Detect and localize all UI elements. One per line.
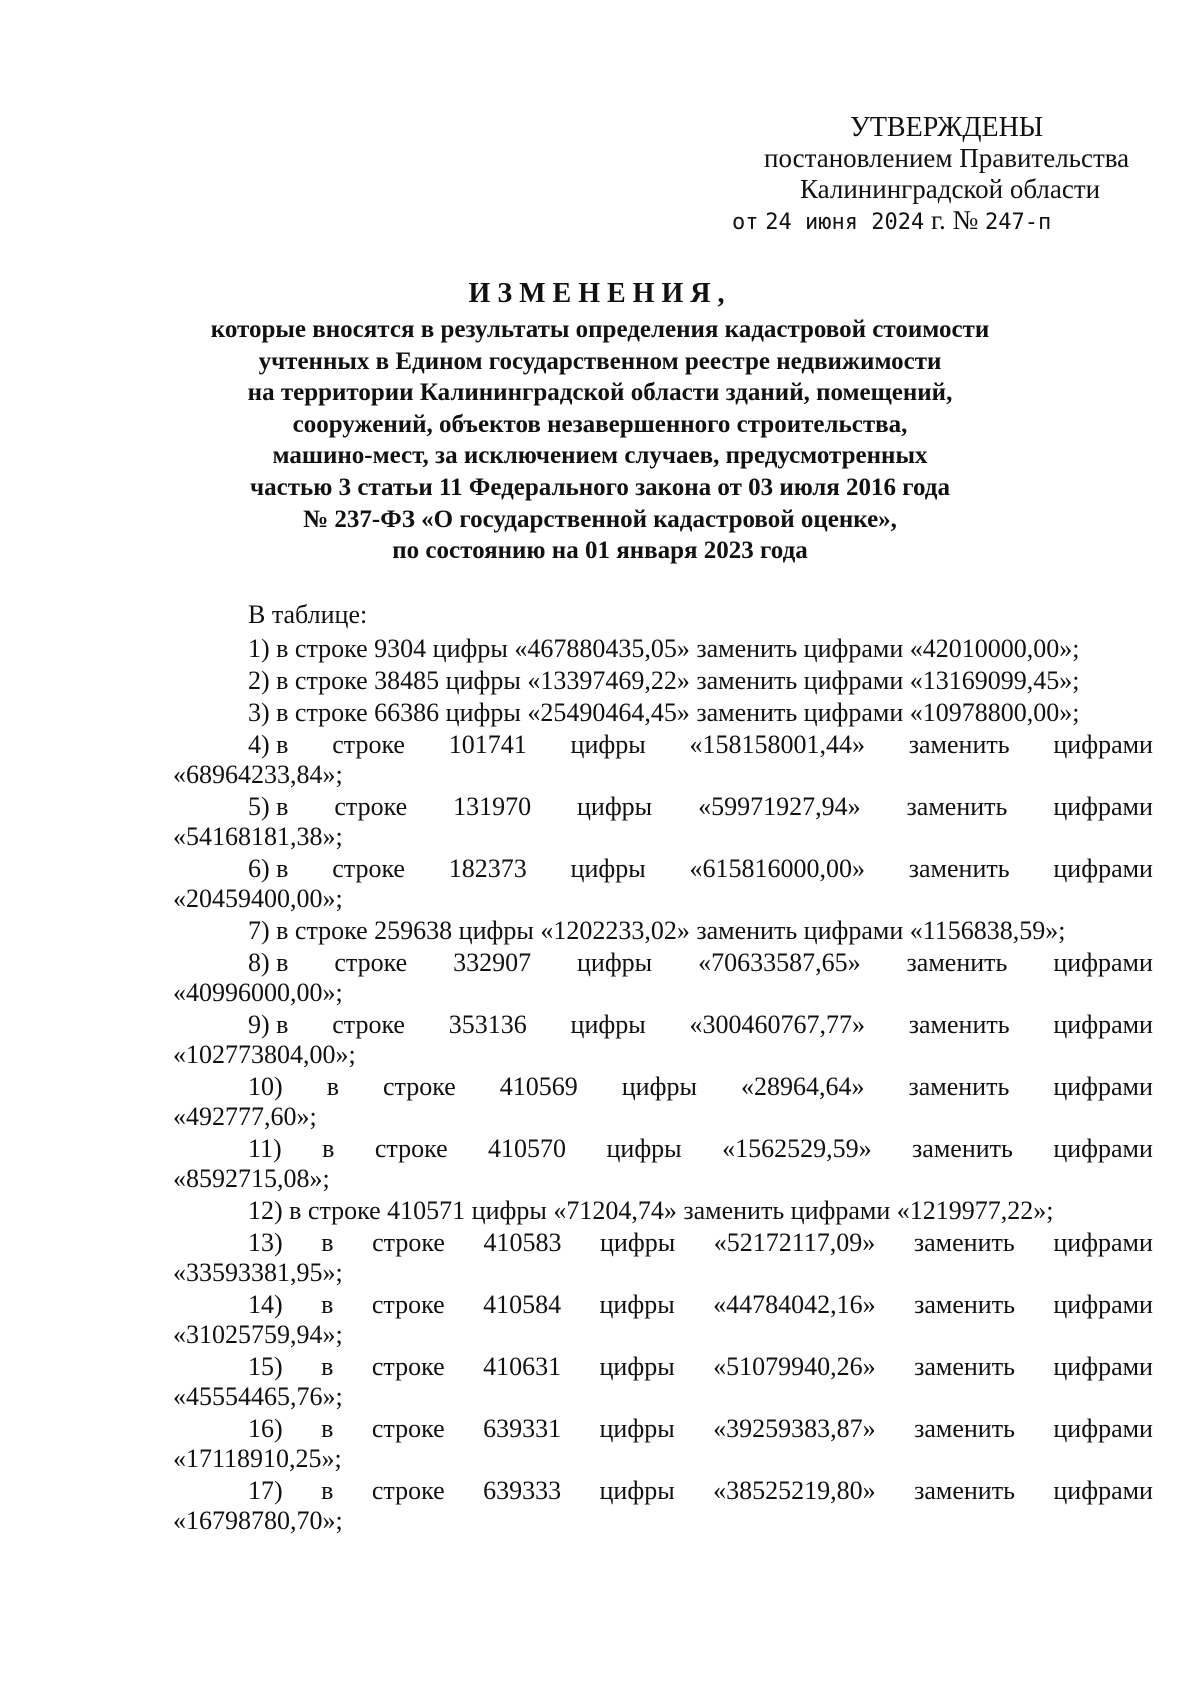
amendment-line <box>173 1414 1153 1444</box>
amendment-word: строке <box>374 1134 448 1163</box>
amendment-line <box>173 1290 1153 1320</box>
approval-date-line <box>700 205 1120 238</box>
amendment-word: цифрами <box>1053 1010 1153 1039</box>
amendment-word: строке <box>332 854 405 883</box>
approval-line-1: постановлением Правительства <box>764 143 1130 173</box>
amendment-word: цифрами <box>1053 854 1153 883</box>
amendment-word: цифрами <box>1053 1352 1153 1381</box>
amendment-word: 10) <box>248 1072 283 1101</box>
amendment-word: цифры <box>570 854 646 883</box>
amendment-word: заменить <box>913 1228 1015 1257</box>
document-heading <box>170 276 1030 567</box>
amendment-word: 14) <box>248 1290 283 1319</box>
amendment-word: 410631 <box>483 1352 562 1381</box>
amendment-word: цифрами <box>1053 948 1153 977</box>
amendment-word: заменить <box>912 1134 1013 1163</box>
amendment-continuation: «16798780,70»; <box>173 1506 343 1535</box>
amendment-continuation: «33593381,95»; <box>173 1258 343 1287</box>
amendment-continuation: «54168181,38»; <box>173 822 343 851</box>
amendment-line: 12) в строке 410571 цифры «71204,74» заменить цифрами «1219977,22»; <box>248 1196 1054 1225</box>
amendment-word: цифры <box>621 1072 697 1101</box>
amendment-item <box>173 666 1153 696</box>
amendment-line <box>173 730 1153 760</box>
amendment-word: заменить <box>914 1414 1015 1443</box>
amendment-word: заменить <box>906 948 1008 977</box>
amendment-word: заменить <box>914 1290 1015 1319</box>
amendment-word: 16) <box>248 1414 283 1443</box>
amendment-word: строке <box>382 1072 456 1101</box>
amendment-word: строке <box>371 1476 445 1505</box>
amendment-word: «39259383,87» <box>713 1414 876 1443</box>
amendment-word: строке <box>371 1414 445 1443</box>
amendment-word: строке <box>371 1290 445 1319</box>
amendment-word: 5) в <box>248 792 289 821</box>
amendment-word: цифры <box>606 1134 682 1163</box>
amendment-word: строке <box>372 1228 445 1257</box>
amendment-word: «158158001,44» <box>689 730 865 759</box>
amendment-list <box>173 634 1153 1536</box>
amendment-item <box>173 1352 1153 1412</box>
amendment-word: «1562529,59» <box>722 1134 872 1163</box>
amendment-word: цифрами <box>1053 730 1153 759</box>
amendment-word: «52172117,09» <box>713 1228 876 1257</box>
amendment-word: цифры <box>570 730 646 759</box>
amendment-item <box>173 634 1153 664</box>
approval-title: УТВЕРЖДЕНЫ <box>850 112 1044 143</box>
approval-number-label: г. № <box>930 205 979 235</box>
amendment-continuation: «40996000,00»; <box>173 978 343 1007</box>
amendment-word: цифры <box>600 1228 676 1257</box>
amendment-word: цифрами <box>1053 1290 1153 1319</box>
amendment-line <box>173 1228 1153 1258</box>
heading-line: машино-мест, за исключением случаев, предусмотренных <box>272 442 928 470</box>
amendment-line: 1) в строке 9304 цифры «467880435,05» заменить цифрами «42010000,00»; <box>248 634 1080 663</box>
amendment-word: 410570 <box>488 1134 567 1163</box>
amendment-item <box>173 916 1153 946</box>
amendment-item <box>173 792 1153 852</box>
heading-lines <box>170 314 1030 567</box>
amendment-word: 6) в <box>248 854 289 883</box>
amendment-word: строке <box>334 948 408 977</box>
amendment-word: цифрами <box>1053 1228 1153 1257</box>
amendment-word: цифрами <box>1053 792 1153 821</box>
heading-line: которые вносятся в результаты определения кадастровой стоимости <box>210 316 990 343</box>
amendment-word: заменить <box>908 854 1010 883</box>
amendment-line: 3) в строке 66386 цифры «25490464,45» заменить цифрами «10978800,00»; <box>248 698 1080 727</box>
amendment-continuation: «20459400,00»; <box>173 884 343 913</box>
amendment-continuation: «102773804,00»; <box>173 1040 356 1069</box>
amendment-word: в <box>321 1290 334 1319</box>
amendment-continuation: «68964233,84»; <box>173 760 343 789</box>
amendment-line <box>173 1476 1153 1506</box>
amendment-word: 15) <box>248 1352 283 1381</box>
amendment-line <box>173 1010 1153 1040</box>
amendment-word: заменить <box>914 1476 1015 1505</box>
approval-line-2: Калининградской области <box>800 174 1101 204</box>
amendment-line <box>173 1134 1153 1164</box>
amendment-word: «70633587,65» <box>698 948 861 977</box>
amendment-word: 101741 <box>448 730 527 759</box>
amendment-word: 639333 <box>483 1476 562 1505</box>
amendment-item <box>173 948 1153 1008</box>
amendment-word: цифры <box>577 948 653 977</box>
amendment-item <box>173 1414 1153 1474</box>
amendment-item <box>173 1010 1153 1070</box>
amendment-word: цифрами <box>1053 1134 1153 1163</box>
amendment-word: в <box>321 1476 334 1505</box>
amendment-word: 4) в <box>248 730 289 759</box>
heading-line: по состоянию на 01 января 2023 года <box>392 537 808 565</box>
amendment-word: цифрами <box>1053 1072 1153 1101</box>
amendment-word: 182373 <box>448 854 527 883</box>
approval-number: 247-п <box>985 210 1052 235</box>
amendment-item <box>173 1072 1153 1132</box>
amendment-word: 9) в <box>248 1010 289 1039</box>
amendment-continuation: «492777,60»; <box>173 1102 317 1131</box>
amendment-word: 410569 <box>499 1072 578 1101</box>
amendment-word: цифрами <box>1053 1414 1153 1443</box>
amendment-line <box>173 1072 1153 1102</box>
amendment-word: заменить <box>908 1010 1010 1039</box>
amendment-item <box>173 1228 1153 1288</box>
amendment-line: 2) в строке 38485 цифры «13397469,22» заменить цифрами «13169099,45»; <box>248 666 1080 695</box>
amendment-line <box>173 948 1153 978</box>
amendment-word: 410584 <box>483 1290 562 1319</box>
heading-line: № 237-ФЗ «О государственной кадастровой оценке», <box>303 505 897 533</box>
approval-date-prefix: от <box>732 210 759 235</box>
amendment-word: цифры <box>599 1290 675 1319</box>
amendment-word: 131970 <box>453 792 532 821</box>
amendment-line <box>173 1352 1153 1382</box>
amendment-item <box>173 730 1153 790</box>
amendment-word: «59971927,94» <box>698 792 861 821</box>
amendment-line <box>173 792 1153 822</box>
amendment-item <box>173 1476 1153 1536</box>
amendment-continuation: «17118910,25»; <box>173 1444 342 1473</box>
heading-line: сооружений, объектов незавершенного строительства, <box>292 410 908 438</box>
amendment-word: 13) <box>248 1228 283 1257</box>
amendment-word: в <box>321 1414 334 1443</box>
amendment-line <box>173 854 1153 884</box>
amendment-word: заменить <box>914 1352 1015 1381</box>
amendment-word: 8) в <box>248 948 289 977</box>
amendment-word: заменить <box>906 792 1008 821</box>
amendment-word: 332907 <box>453 948 532 977</box>
amendment-word: строке <box>332 1010 405 1039</box>
amendment-word: заменить <box>908 730 1010 759</box>
amendment-item <box>173 1196 1153 1226</box>
approval-date: 24 июня 2024 <box>765 210 925 235</box>
amendment-item <box>173 854 1153 914</box>
amendment-word: цифры <box>577 792 653 821</box>
amendment-word: строке <box>332 730 405 759</box>
amendment-word: 353136 <box>448 1010 527 1039</box>
amendment-continuation: «31025759,94»; <box>173 1320 343 1349</box>
amendment-word: «51079940,26» <box>713 1352 876 1381</box>
approval-block <box>700 112 1130 238</box>
amendment-word: цифры <box>599 1414 675 1443</box>
heading-line: частью 3 статьи 11 Федерального закона от 03 июля 2016 года <box>250 473 950 501</box>
amendment-word: строке <box>371 1352 445 1381</box>
amendment-item <box>173 1134 1153 1194</box>
amendment-word: в <box>321 1352 334 1381</box>
heading-line: на территории Калининградской области зданий, помещений, <box>247 379 953 407</box>
amendment-word: «44784042,16» <box>713 1290 876 1319</box>
amendment-continuation: «8592715,08»; <box>173 1164 330 1193</box>
amendment-word: цифры <box>599 1352 675 1381</box>
amendment-item <box>173 1290 1153 1350</box>
amendment-word: строке <box>334 792 408 821</box>
amendment-line: 7) в строке 259638 цифры «1202233,02» заменить цифрами «1156838,59»; <box>248 916 1066 945</box>
amendment-word: в <box>321 1228 334 1257</box>
amendment-word: «300460767,77» <box>689 1010 865 1039</box>
amendment-word: 639331 <box>483 1414 562 1443</box>
amendment-word: «28964,64» <box>740 1072 865 1101</box>
amendment-continuation: «45554465,76»; <box>173 1382 343 1411</box>
amendment-word: «38525219,80» <box>713 1476 876 1505</box>
amendment-word: 410583 <box>483 1228 562 1257</box>
amendment-word: цифры <box>599 1476 675 1505</box>
heading-title: ИЗМЕНЕНИЯ, <box>468 278 732 309</box>
amendment-word: заменить <box>908 1072 1010 1101</box>
amendment-word: в <box>326 1072 339 1101</box>
amendment-item <box>173 698 1153 728</box>
document-body <box>173 600 1153 1538</box>
amendment-word: «615816000,00» <box>689 854 865 883</box>
amendment-word: 17) <box>248 1476 283 1505</box>
heading-line: учтенных в Едином государственном реестре недвижимости <box>258 347 942 375</box>
body-intro: В таблице: <box>248 600 368 629</box>
amendment-word: в <box>322 1134 335 1163</box>
amendment-word: 11) <box>248 1134 282 1163</box>
amendment-word: цифрами <box>1053 1476 1153 1505</box>
amendment-word: цифры <box>570 1010 646 1039</box>
